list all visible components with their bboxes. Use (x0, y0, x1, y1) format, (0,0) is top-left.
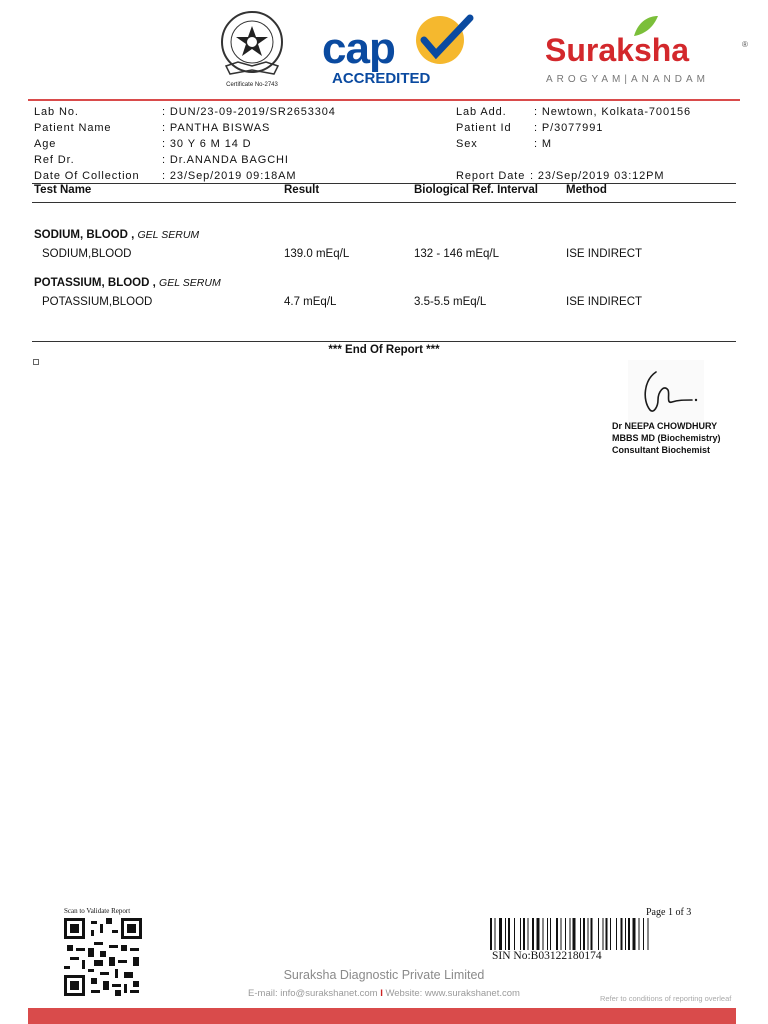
end-rule (32, 341, 736, 342)
header-result: Result (284, 184, 320, 196)
barcode-bar (561, 918, 562, 950)
barcode-bar (610, 918, 611, 950)
barcode-bar (550, 918, 551, 950)
barcode-bar (621, 918, 623, 950)
patient-id-label: Patient Id (456, 122, 512, 134)
barcode-bar (603, 918, 604, 950)
brand-name: Suraksha (545, 32, 690, 68)
table-top-rule (32, 183, 736, 184)
barcode-bar (639, 918, 640, 950)
age-value: : 30 Y 6 M 14 D (162, 138, 252, 150)
accredited-text: ACCREDITED (332, 70, 431, 87)
barcode-bar (633, 918, 636, 950)
signatory-name: Dr NEEPA CHOWDHURY (612, 421, 718, 431)
sample-type: GEL SERUM (137, 229, 200, 241)
barcode-bar (580, 918, 581, 950)
table-header-rule (32, 202, 736, 203)
report-date-label: Report Date (456, 170, 526, 182)
signatory-qualification: MBBS MD (Biochemistry) (612, 433, 721, 443)
qr-code[interactable] (64, 918, 142, 996)
lab-no-value: : DUN/23-09-2019/SR2653304 (162, 106, 336, 118)
result-cell: 4.7 mEq/L (284, 296, 337, 308)
barcode-bar (543, 918, 544, 950)
barcode (490, 918, 698, 950)
result-cell: 139.0 mEq/L (284, 248, 350, 260)
barcode-bar (625, 918, 626, 950)
group-title-sodium: SODIUM, BLOOD , (34, 229, 135, 241)
ref-dr-value: : Dr.ANANDA BAGCHI (162, 154, 289, 166)
sex-label: Sex (456, 138, 478, 150)
patient-name-value: : PANTHA BISWAS (162, 122, 271, 134)
age-label: Age (34, 138, 57, 150)
barcode-bar (565, 918, 566, 950)
ref-interval-cell: 132 - 146 mEq/L (414, 248, 500, 260)
barcode-bar (591, 918, 593, 950)
collection-date-value: : 23/Sep/2019 09:18AM (162, 170, 297, 182)
email-text[interactable]: E-mail: info@surakshanet.com (248, 988, 378, 999)
test-group-title (34, 229, 199, 241)
barcode-bar (514, 918, 515, 950)
barcode-bar (528, 918, 529, 950)
report-date-value: : 23/Sep/2019 03:12PM (530, 170, 665, 182)
barcode-bar (606, 918, 608, 950)
header-divider (28, 99, 740, 101)
refer-overleaf-note: Refer to conditions of reporting overleaf (600, 994, 732, 1003)
scan-label: Scan to Validate Report (64, 907, 131, 915)
barcode-bar (499, 918, 502, 950)
barcode-bar (490, 918, 492, 950)
group-title-potassium: POTASSIUM, BLOOD , (34, 277, 156, 289)
sample-type: GEL SERUM (159, 277, 221, 289)
barcode-bar (523, 918, 525, 950)
barcode-bar (570, 918, 571, 950)
test-group-title (34, 277, 221, 289)
test-name-cell: POTASSIUM,BLOOD (42, 296, 153, 308)
sin-number: SIN No:B03122180174 (492, 950, 602, 962)
nabl-certificate-number: Certificate No-2743 (226, 82, 278, 88)
signatory-block (612, 420, 721, 456)
website-text[interactable]: Website: www.surakshanet.com (385, 988, 520, 999)
nabl-logo (212, 6, 292, 92)
header-ref-interval: Biological Ref. Interval (414, 184, 538, 196)
method-cell: ISE INDIRECT (566, 248, 643, 260)
test-name-cell: SODIUM,BLOOD (42, 248, 132, 260)
barcode-bar (556, 918, 558, 950)
barcode-bar (505, 918, 506, 950)
registered-mark: ® (742, 40, 748, 49)
barcode-bar (573, 918, 576, 950)
ref-interval-cell: 3.5-5.5 mEq/L (414, 296, 487, 308)
barcode-bar (495, 918, 496, 950)
lab-no-label: Lab No. (34, 106, 79, 118)
barcode-bar (547, 918, 548, 950)
barcode-bar (628, 918, 630, 950)
barcode-bar (537, 918, 540, 950)
lab-address-value: : Newtown, Kolkata-700156 (534, 106, 692, 118)
barcode-bar (520, 918, 521, 950)
contact-separator: I (380, 988, 383, 999)
signatory-title: Consultant Biochemist (612, 445, 711, 455)
barcode-bar (616, 918, 617, 950)
cap-text: cap (322, 24, 395, 73)
barcode-bar (648, 918, 649, 950)
barcode-bar (583, 918, 585, 950)
brand-tagline: AROGYAM|ANANDAM (546, 74, 709, 85)
barcode-bar (598, 918, 599, 950)
header-test-name: Test Name (34, 184, 92, 196)
company-name: Suraksha Diagnostic Private Limited (283, 968, 485, 982)
patient-id-value: : P/3077991 (534, 122, 604, 134)
header-method: Method (566, 184, 607, 196)
patient-name-label: Patient Name (34, 122, 112, 134)
barcode-bar (643, 918, 644, 950)
ref-dr-label: Ref Dr. (34, 154, 75, 166)
small-marker (33, 359, 39, 365)
barcode-bar (588, 918, 589, 950)
sex-value: : M (534, 138, 552, 150)
footer-red-bar (28, 1008, 736, 1024)
method-cell: ISE INDIRECT (566, 296, 643, 308)
barcode-bar (532, 918, 534, 950)
barcode-bar (508, 918, 510, 950)
signature-image (628, 360, 704, 422)
end-of-report: *** End Of Report *** (328, 344, 440, 356)
page-number: Page 1 of 3 (646, 907, 692, 918)
lab-address-label: Lab Add. (456, 106, 507, 118)
collection-date-label: Date Of Collection (34, 170, 140, 182)
